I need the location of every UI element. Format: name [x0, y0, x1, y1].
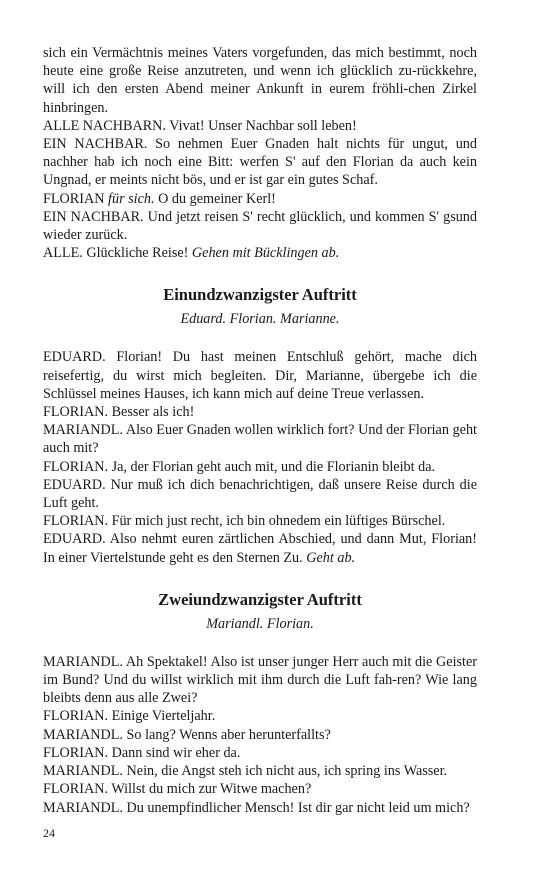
paragraph: MARIANDL. So lang? Wenns aber herunterfallts? — [43, 726, 331, 743]
paragraph: FLORIAN. Einige Vierteljahr. — [43, 708, 216, 725]
paragraph: EIN NACHBAR. So nehmen Euer Gnaden halt nichts für ungut, und nachher hab ich noch eine Bitt: werfen S' auf den Florian da auch kein Ungnad, er meints nicht bös, und er ist gar ein gutes Schaf. — [43, 136, 477, 189]
scene-21-dialogue — [43, 348, 477, 566]
paragraph: MARIANDL. Ah Spektakel! Also ist unser junger Herr auch mit die Geister im Bund? Und du willst wirklich mit ihm durch die Luft fah-ren? Wie lang bleibts denn aus alle Zwei? — [43, 653, 477, 707]
stage-direction: Gehen mit Bücklingen ab. — [191, 245, 340, 262]
paragraph: EDUARD. Also nehmt euren zärtlichen Abschied, und dann Mut, Florian! In einer Viertelstunde geht es den Sternen Zu. Geht ab. — [43, 531, 477, 566]
paragraph: FLORIAN. Willst du mich zur Witwe machen? — [43, 781, 312, 798]
paragraph: FLORIAN. Für mich just recht, ich bin ohnedem ein lüftiges Bürschel. — [43, 513, 446, 530]
paragraph: EDUARD. Nur muß ich dich benachrichtigen, daß unsere Reise durch die Luft geht. — [43, 476, 477, 512]
scene-cast: Mariandl. Florian. — [206, 615, 314, 632]
text-block-1 — [43, 44, 477, 262]
stage-direction: für sich. — [108, 190, 155, 207]
stage-direction: Geht ab. — [306, 549, 356, 566]
paragraph: sich ein Vermächtnis meines Vaters vorgefunden, das mich bestimmt, noch heute eine große Reise anzutreten, und wenn ich glücklich zu-rückkehre, will ich den ersten Abend meiner Ankunft in eurem fröhli-chen Zirkel hinbringen. — [43, 45, 477, 116]
book-page — [43, 44, 477, 817]
paragraph: EDUARD. Florian! Du hast meinen Entschluß gehört, mache dich reisefertig, du wirst mich begleiten. Dir, Marianne, übergebe ich die Schlüssel meines Hauses, ich kann mich auf deine Treue verlassen. — [43, 349, 477, 402]
paragraph: MARIANDL. Du unempfindlicher Mensch! Ist dir gar nicht leid um mich? — [43, 799, 470, 816]
paragraph: MARIANDL. Nein, die Angst steh ich nicht aus, ich spring ins Wasser. — [43, 763, 448, 780]
paragraph: FLORIAN. Besser als ich! — [43, 404, 195, 421]
scene-title: Zweiundzwanzigster Auftritt — [158, 589, 362, 609]
page-number: 24 — [43, 826, 55, 840]
scene-title: Einundzwanzigster Auftritt — [163, 285, 357, 305]
paragraph: ALLE. Glückliche Reise! Gehen mit Bücklingen ab. — [43, 245, 340, 262]
paragraph: MARIANDL. Also Euer Gnaden wollen wirklich fort? Und der Florian geht auch mit? — [43, 422, 477, 457]
scene-cast: Eduard. Florian. Marianne. — [180, 311, 340, 328]
paragraph: FLORIAN. Ja, der Florian geht auch mit, und die Florianin bleibt da. — [43, 458, 436, 475]
paragraph: EIN NACHBAR. Und jetzt reisen S' recht glücklich, und kommen S' gsund wieder zurück. — [43, 208, 477, 244]
paragraph: ALLE NACHBARN. Vivat! Unser Nachbar soll leben! — [43, 117, 357, 134]
paragraph: FLORIAN für sich. O du gemeiner Kerl! — [43, 190, 276, 207]
paragraph: FLORIAN. Dann sind wir eher da. — [43, 744, 241, 761]
scene-22-dialogue — [43, 653, 477, 817]
